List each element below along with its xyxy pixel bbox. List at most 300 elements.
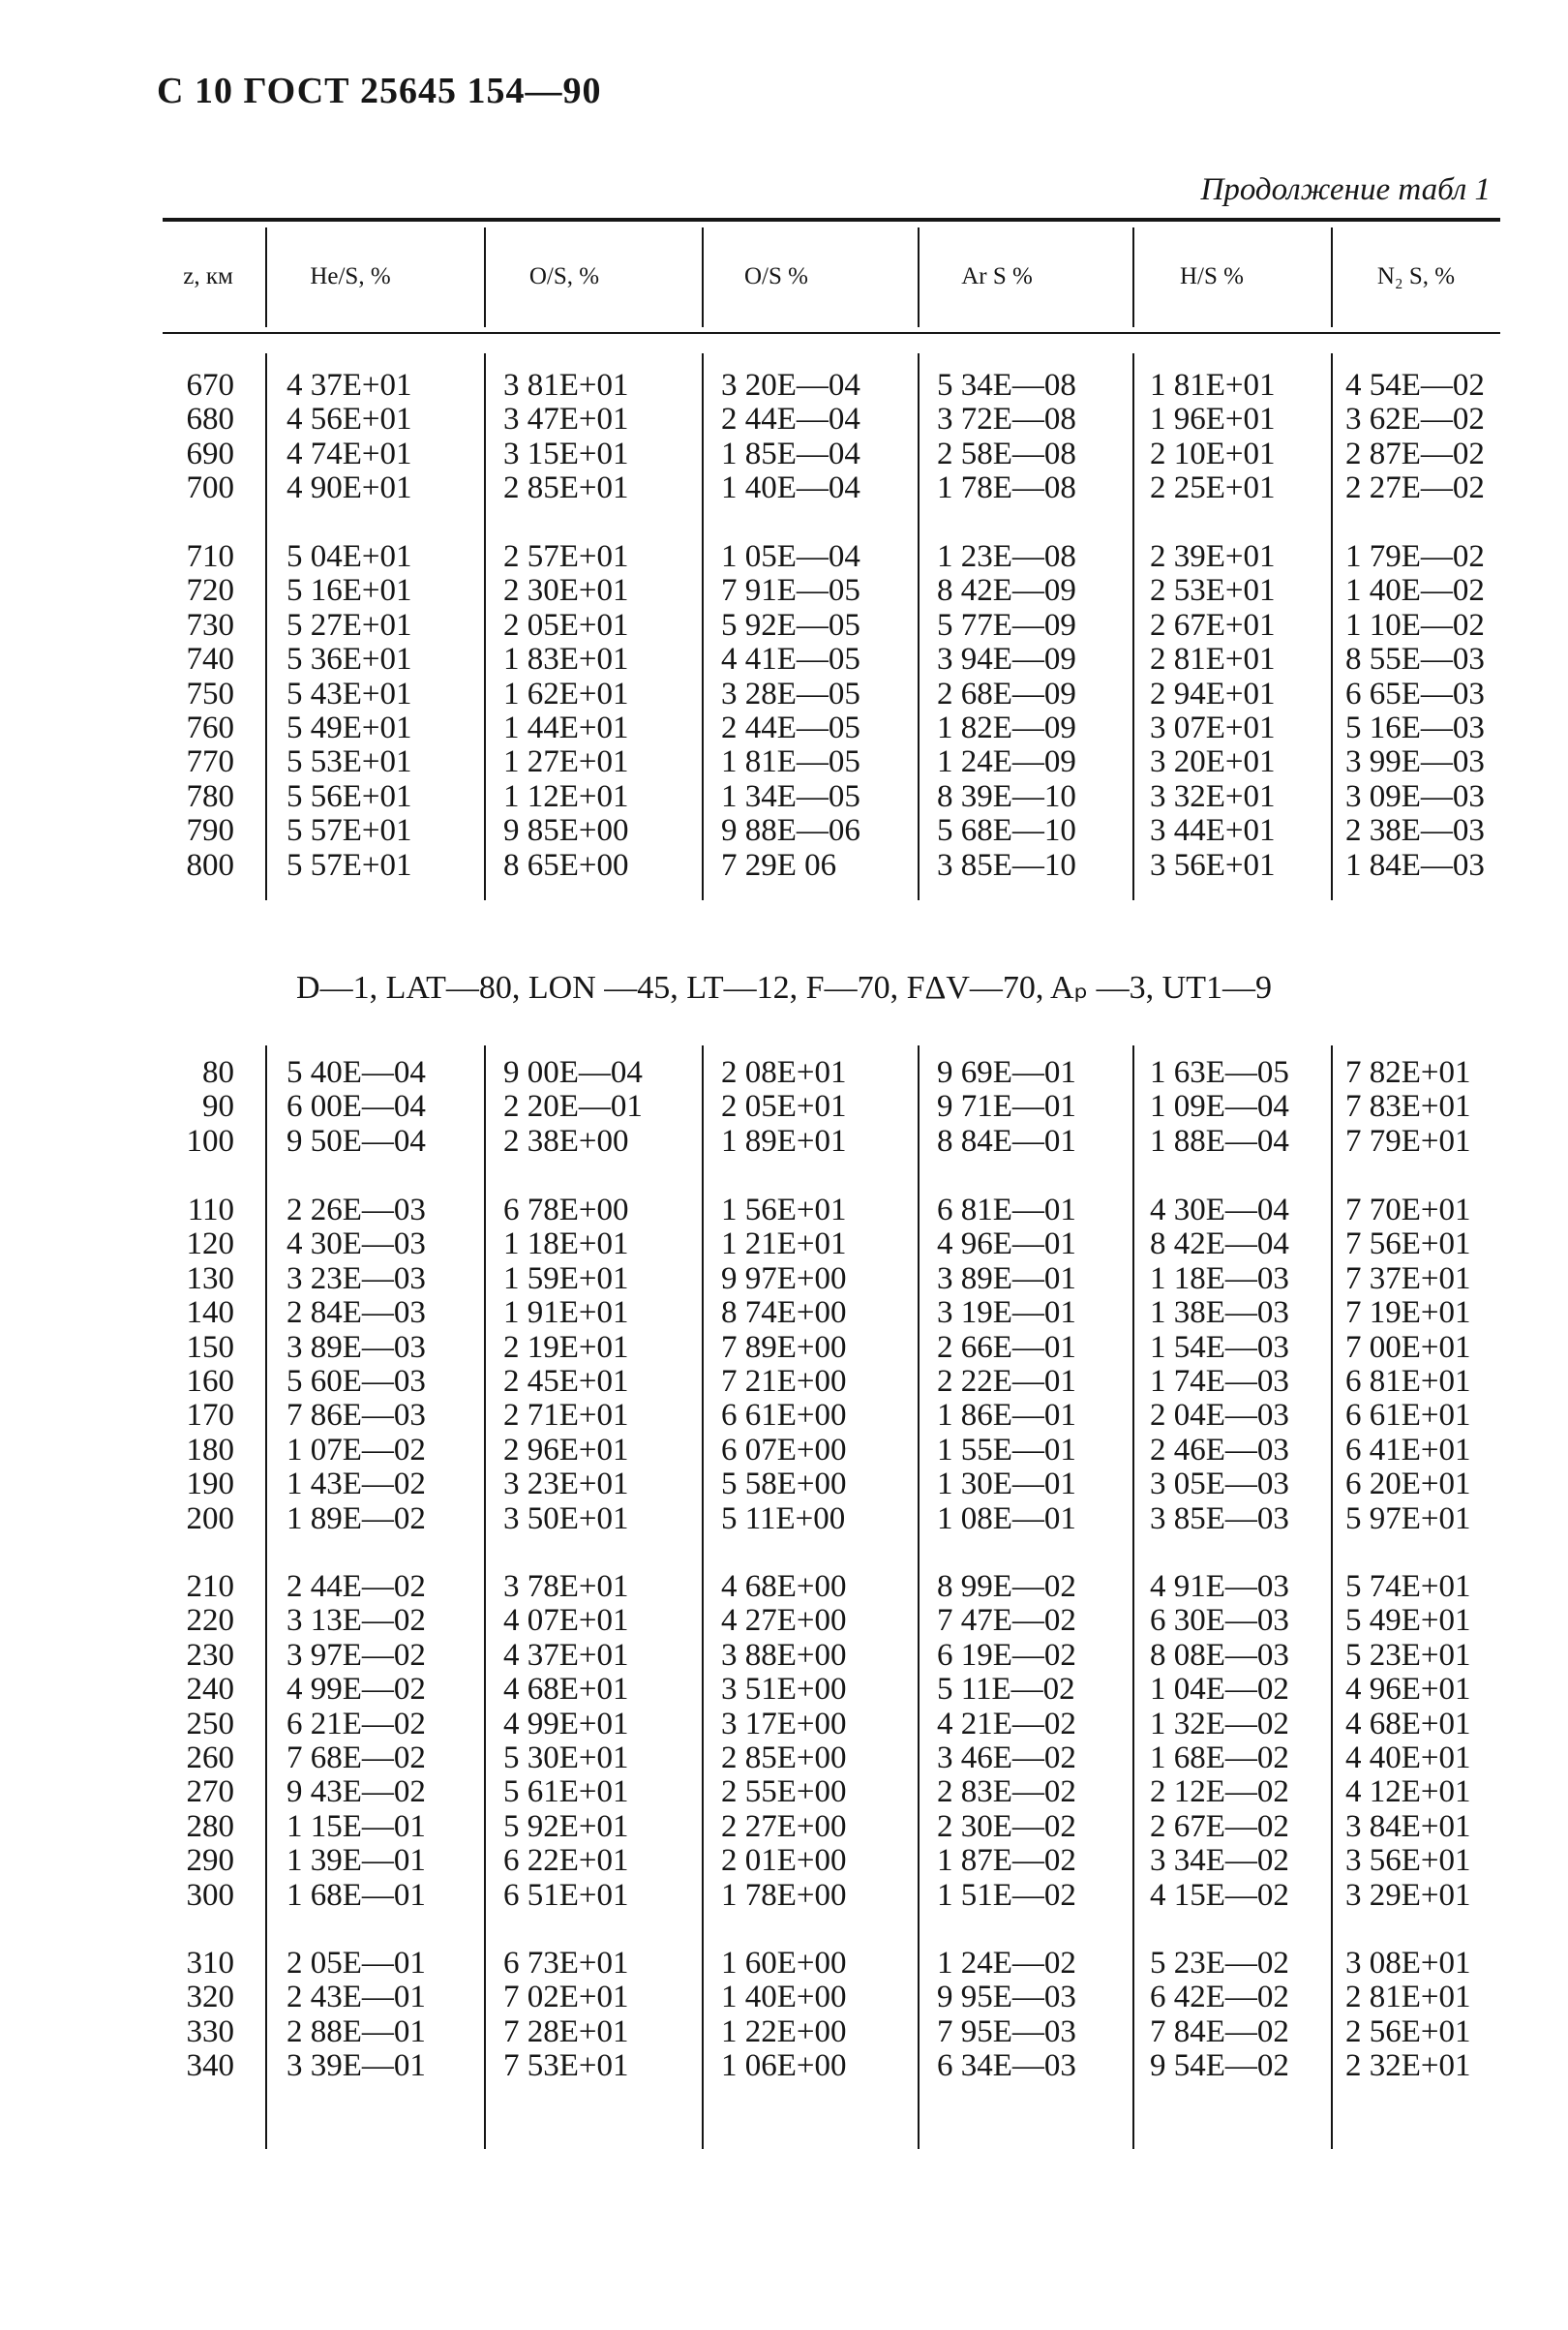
n2-s-header: N₂ S, %	[1376, 263, 1456, 289]
he-s-cell: 4 56E+01	[286, 402, 412, 438]
o2-s-cell: 3 88E+00	[721, 1637, 847, 1673]
ar-s-cell: 5 68E—10	[937, 813, 1076, 849]
he-s-cell: 1 07E—02	[286, 1432, 426, 1468]
n2-s-cell: 6 20E+01	[1345, 1467, 1471, 1502]
he-s-cell: 5 36E+01	[286, 642, 412, 678]
ar-s-cell: 2 68E—09	[937, 676, 1076, 711]
altitude-cell: 200	[186, 1500, 234, 1536]
ar-s-cell: 5 34E—08	[937, 368, 1076, 403]
o2-s-cell: 1 22E+00	[721, 2013, 847, 2049]
column-divider	[1331, 353, 1333, 900]
h-s-header: H/S %	[1180, 263, 1244, 289]
ar-s-cell: 2 22E—01	[937, 1364, 1076, 1399]
header-column-divider	[265, 227, 267, 327]
ar-s-cell: 6 34E—03	[937, 2048, 1076, 2084]
altitude-cell: 170	[186, 1398, 234, 1434]
n2-s-cell: 4 40E+01	[1345, 1740, 1471, 1775]
column-divider	[1331, 1045, 1333, 2149]
ar-s-cell: 9 71E—01	[937, 1089, 1076, 1125]
altitude-cell: 700	[186, 470, 234, 506]
n2-s-cell: 1 10E—02	[1345, 607, 1485, 643]
o2-s-cell: 5 58E+00	[721, 1467, 847, 1502]
ar-s-cell: 1 24E—09	[937, 744, 1076, 780]
n2-s-cell: 7 56E+01	[1345, 1226, 1471, 1262]
he-s-cell: 5 43E+01	[286, 676, 412, 711]
o-s-cell: 8 65E+00	[503, 847, 629, 883]
n2-s-cell: 7 70E+01	[1345, 1193, 1471, 1227]
page-header: С 10 ГОСТ 25645 154—90	[157, 71, 602, 111]
o2-s-cell: 4 27E+00	[721, 1603, 847, 1639]
h-s-cell: 4 30E—04	[1150, 1193, 1289, 1227]
he-s-cell: 1 89E—02	[286, 1500, 426, 1536]
o-s-cell: 5 61E+01	[503, 1774, 629, 1810]
he-s-cell: 5 04E+01	[286, 539, 412, 574]
altitude-cell: 320	[186, 1980, 234, 2015]
n2-s-cell: 1 79E—02	[1345, 539, 1485, 574]
h-s-cell: 1 96E+01	[1150, 402, 1276, 438]
n2-s-cell: 6 81E+01	[1345, 1364, 1471, 1399]
n2-s-cell: 7 79E+01	[1345, 1123, 1471, 1159]
h-s-cell: 1 09E—04	[1150, 1089, 1289, 1125]
ar-s-cell: 4 96E—01	[937, 1226, 1076, 1262]
o-s-cell: 2 38E+00	[503, 1123, 629, 1159]
ar-s-cell: 1 24E—02	[937, 1946, 1076, 1981]
column-divider	[1132, 1045, 1134, 2149]
o2-s-cell: 4 41E—05	[721, 642, 860, 678]
ar-s-cell: 8 99E—02	[937, 1569, 1076, 1604]
o-s-cell: 4 07E+01	[503, 1603, 629, 1639]
altitude-cell: 740	[186, 642, 234, 678]
ar-s-header: Ar S %	[961, 263, 1033, 289]
o-s-cell: 2 57E+01	[503, 539, 629, 574]
ar-s-cell: 5 11E—02	[937, 1672, 1075, 1708]
o-s-cell: 6 22E+01	[503, 1843, 629, 1879]
o-s-cell: 3 78E+01	[503, 1569, 629, 1604]
ar-s-cell: 3 46E—02	[937, 1740, 1076, 1775]
ar-s-cell: 8 84E—01	[937, 1123, 1076, 1159]
ar-s-cell: 7 47E—02	[937, 1603, 1076, 1639]
he-s-cell: 5 16E+01	[286, 573, 412, 609]
column-divider	[918, 353, 920, 900]
o2-s-cell: 1 21E+01	[721, 1226, 847, 1262]
he-s-cell: 5 40E—04	[286, 1055, 426, 1090]
he-s-cell: 3 39E—01	[286, 2048, 426, 2084]
he-s-cell: 4 90E+01	[286, 470, 412, 506]
altitude-cell: 280	[186, 1808, 234, 1844]
o-s-cell: 1 12E+01	[503, 778, 629, 814]
ar-s-cell: 1 78E—08	[937, 470, 1076, 506]
altitude-cell: 680	[186, 402, 234, 438]
o-s-cell: 1 62E+01	[503, 676, 629, 711]
h-s-cell: 1 38E—03	[1150, 1295, 1289, 1331]
he-s-cell: 2 88E—01	[286, 2013, 426, 2049]
n2-s-cell: 3 62E—02	[1345, 402, 1485, 438]
he-s-cell: 7 86E—03	[286, 1398, 426, 1434]
h-s-cell: 3 56E+01	[1150, 847, 1276, 883]
o2-s-cell: 3 17E+00	[721, 1706, 847, 1741]
n2-s-cell: 7 83E+01	[1345, 1089, 1471, 1125]
n2-s-cell: 2 38E—03	[1345, 813, 1485, 849]
h-s-cell: 2 94E+01	[1150, 676, 1276, 711]
n2-s-cell: 5 23E+01	[1345, 1637, 1471, 1673]
o2-s-cell: 1 60E+00	[721, 1946, 847, 1981]
he-s-cell: 3 89E—03	[286, 1329, 426, 1365]
he-s-cell: 6 21E—02	[286, 1706, 426, 1741]
column-divider	[702, 353, 704, 900]
ar-s-cell: 3 19E—01	[937, 1295, 1076, 1331]
altitude-cell: 270	[186, 1774, 234, 1810]
n2-s-cell: 7 19E+01	[1345, 1295, 1471, 1331]
o-s-cell: 3 81E+01	[503, 368, 629, 403]
ar-s-cell: 8 39E—10	[937, 778, 1076, 814]
he-s-cell: 5 56E+01	[286, 778, 412, 814]
h-s-cell: 1 68E—02	[1150, 1740, 1289, 1775]
n2-s-cell: 6 41E+01	[1345, 1432, 1471, 1468]
n2-s-cell: 2 87E—02	[1345, 436, 1485, 471]
h-s-cell: 3 34E—02	[1150, 1843, 1289, 1879]
he-s-cell: 5 57E+01	[286, 813, 412, 849]
header-column-divider	[1132, 227, 1134, 327]
n2-s-cell: 7 37E+01	[1345, 1260, 1471, 1296]
ar-s-cell: 1 87E—02	[937, 1843, 1076, 1879]
n2-s-cell: 2 56E+01	[1345, 2013, 1471, 2049]
he-s-cell: 5 60E—03	[286, 1364, 426, 1399]
o2-s-cell: 1 81E—05	[721, 744, 860, 780]
h-s-cell: 2 67E—02	[1150, 1808, 1289, 1844]
he-s-cell: 9 43E—02	[286, 1774, 426, 1810]
altitude-cell: 260	[186, 1740, 234, 1775]
o-s-cell: 5 92E+01	[503, 1808, 629, 1844]
h-s-cell: 1 04E—02	[1150, 1672, 1289, 1708]
altitude-cell: 100	[186, 1123, 234, 1159]
he-s-cell: 1 43E—02	[286, 1467, 426, 1502]
ar-s-cell: 1 23E—08	[937, 539, 1076, 574]
o2-s-cell: 2 08E+01	[721, 1055, 847, 1090]
o2-s-cell: 1 56E+01	[721, 1193, 847, 1227]
o-s-cell: 1 83E+01	[503, 642, 629, 678]
ar-s-cell: 6 81E—01	[937, 1193, 1076, 1227]
header-column-divider	[702, 227, 704, 327]
n2-s-cell: 5 49E+01	[1345, 1603, 1471, 1639]
o-s-cell: 9 00E—04	[503, 1055, 643, 1090]
ar-s-cell: 9 95E—03	[937, 1980, 1076, 2015]
o2-s-cell: 9 97E+00	[721, 1260, 847, 1296]
o-s-cell: 2 05E+01	[503, 607, 629, 643]
ar-s-cell: 3 94E—09	[937, 642, 1076, 678]
h-s-cell: 2 25E+01	[1150, 470, 1276, 506]
he-s-cell: 4 37E+01	[286, 368, 412, 403]
h-s-cell: 6 42E—02	[1150, 1980, 1289, 2015]
altitude-cell: 230	[186, 1637, 234, 1673]
h-s-cell: 3 05E—03	[1150, 1467, 1289, 1502]
o2-s-cell: 4 68E+00	[721, 1569, 847, 1604]
o2-s-cell: 1 05E—04	[721, 539, 860, 574]
n2-s-cell: 4 54E—02	[1345, 368, 1485, 403]
o-s-cell: 5 30E+01	[503, 1740, 629, 1775]
ar-s-cell: 2 83E—02	[937, 1774, 1076, 1810]
ar-s-cell: 1 86E—01	[937, 1398, 1076, 1434]
o2-s-cell: 1 89E+01	[721, 1123, 847, 1159]
n2-s-cell: 3 56E+01	[1345, 1843, 1471, 1879]
header-column-divider	[918, 227, 920, 327]
o2-s-cell: 1 40E+00	[721, 1980, 847, 2015]
altitude-cell: 80	[202, 1055, 234, 1090]
o-s-cell: 2 45E+01	[503, 1364, 629, 1399]
n2-s-cell: 5 97E+01	[1345, 1500, 1471, 1536]
o2-s-cell: 1 78E+00	[721, 1877, 847, 1913]
h-s-cell: 1 88E—04	[1150, 1123, 1289, 1159]
table-top-rule	[163, 218, 1500, 222]
altitude-cell: 710	[186, 539, 234, 574]
o2-s-cell: 3 51E+00	[721, 1672, 847, 1708]
h-s-cell: 6 30E—03	[1150, 1603, 1289, 1639]
h-s-cell: 1 54E—03	[1150, 1329, 1289, 1365]
h-s-cell: 3 20E+01	[1150, 744, 1276, 780]
altitude-cell: 310	[186, 1946, 234, 1981]
altitude-cell: 90	[202, 1089, 234, 1125]
ar-s-cell: 2 58E—08	[937, 436, 1076, 471]
ar-s-cell: 6 19E—02	[937, 1637, 1076, 1673]
o-s-cell: 4 37E+01	[503, 1637, 629, 1673]
he-s-cell: 2 43E—01	[286, 1980, 426, 2015]
h-s-cell: 1 74E—03	[1150, 1364, 1289, 1399]
ar-s-cell: 7 95E—03	[937, 2013, 1076, 2049]
n2-s-cell: 1 84E—03	[1345, 847, 1485, 883]
altitude-cell: 340	[186, 2048, 234, 2084]
he-s-cell: 1 15E—01	[286, 1808, 426, 1844]
o-s-cell: 1 91E+01	[503, 1295, 629, 1331]
h-s-cell: 2 12E—02	[1150, 1774, 1289, 1810]
ar-s-cell: 4 21E—02	[937, 1706, 1076, 1741]
h-s-cell: 2 46E—03	[1150, 1432, 1289, 1468]
n2-s-cell: 3 84E+01	[1345, 1808, 1471, 1844]
altitude-cell: 330	[186, 2013, 234, 2049]
o-s-cell: 1 27E+01	[503, 744, 629, 780]
ar-s-cell: 2 30E—02	[937, 1808, 1076, 1844]
he-s-cell: 1 39E—01	[286, 1843, 426, 1879]
o2-s-cell: 2 44E—04	[721, 402, 860, 438]
altitude-cell: 210	[186, 1569, 234, 1604]
he-s-cell: 5 27E+01	[286, 607, 412, 643]
n2-s-cell: 3 99E—03	[1345, 744, 1485, 780]
z-km-header: z, км	[183, 263, 233, 289]
he-s-cell: 5 53E+01	[286, 744, 412, 780]
n2-s-cell: 3 08E+01	[1345, 1946, 1471, 1981]
h-s-cell: 3 44E+01	[1150, 813, 1276, 849]
o-s-cell: 1 44E+01	[503, 711, 629, 745]
o-s-cell: 1 59E+01	[503, 1260, 629, 1296]
he-s-cell: 9 50E—04	[286, 1123, 426, 1159]
altitude-cell: 240	[186, 1672, 234, 1708]
altitude-cell: 800	[186, 847, 234, 883]
o2-s-cell: 9 88E—06	[721, 813, 860, 849]
h-s-cell: 1 63E—05	[1150, 1055, 1289, 1090]
h-s-cell: 3 07E+01	[1150, 711, 1276, 745]
o-s-cell: 3 50E+01	[503, 1500, 629, 1536]
column-divider	[484, 353, 486, 900]
o-s-cell: 6 78E+00	[503, 1193, 629, 1227]
ar-s-cell: 1 08E—01	[937, 1500, 1076, 1536]
altitude-cell: 770	[186, 744, 234, 780]
altitude-cell: 120	[186, 1226, 234, 1262]
o-s-cell: 7 53E+01	[503, 2048, 629, 2084]
n2-s-cell: 1 40E—02	[1345, 573, 1485, 609]
o2-s-header: O/S %	[744, 263, 808, 289]
ar-s-cell: 5 77E—09	[937, 607, 1076, 643]
ar-s-cell: 3 72E—08	[937, 402, 1076, 438]
h-s-cell: 5 23E—02	[1150, 1946, 1289, 1981]
he-s-cell: 5 49E+01	[286, 711, 412, 745]
he-s-cell: 2 05E—01	[286, 1946, 426, 1981]
altitude-cell: 760	[186, 711, 234, 745]
o2-s-cell: 5 92E—05	[721, 607, 860, 643]
column-divider	[265, 353, 267, 900]
altitude-cell: 750	[186, 676, 234, 711]
o-s-cell: 6 51E+01	[503, 1877, 629, 1913]
n2-s-cell: 2 27E—02	[1345, 470, 1485, 506]
n2-s-cell: 5 74E+01	[1345, 1569, 1471, 1604]
o-s-cell: 9 85E+00	[503, 813, 629, 849]
altitude-cell: 690	[186, 436, 234, 471]
section-2-parameters: D—1, LAT—80, LON —45, LT—12, F—70, FΔV—70, Aₚ —3, UT1—9	[296, 970, 1272, 1006]
o2-s-cell: 1 06E+00	[721, 2048, 847, 2084]
altitude-cell: 290	[186, 1843, 234, 1879]
n2-s-cell: 7 00E+01	[1345, 1329, 1471, 1365]
column-divider	[918, 1045, 920, 2149]
o2-s-cell: 1 34E—05	[721, 778, 860, 814]
o2-s-cell: 3 20E—04	[721, 368, 860, 403]
he-s-cell: 6 00E—04	[286, 1089, 426, 1125]
h-s-cell: 2 53E+01	[1150, 573, 1276, 609]
o2-s-cell: 1 85E—04	[721, 436, 860, 471]
n2-s-cell: 6 61E+01	[1345, 1398, 1471, 1434]
o2-s-cell: 5 11E+00	[721, 1500, 846, 1536]
n2-s-cell: 4 96E+01	[1345, 1672, 1471, 1708]
altitude-cell: 160	[186, 1364, 234, 1399]
o-s-cell: 4 99E+01	[503, 1706, 629, 1741]
o-s-cell: 2 19E+01	[503, 1329, 629, 1365]
altitude-cell: 250	[186, 1706, 234, 1741]
h-s-cell: 7 84E—02	[1150, 2013, 1289, 2049]
o2-s-cell: 1 40E—04	[721, 470, 860, 506]
n2-s-cell: 4 68E+01	[1345, 1706, 1471, 1741]
he-s-header: He/S, %	[310, 263, 391, 289]
h-s-cell: 9 54E—02	[1150, 2048, 1289, 2084]
n2-s-cell: 7 82E+01	[1345, 1055, 1471, 1090]
he-s-cell: 4 99E—02	[286, 1672, 426, 1708]
h-s-cell: 8 08E—03	[1150, 1637, 1289, 1673]
altitude-cell: 720	[186, 573, 234, 609]
o2-s-cell: 7 29E 06	[721, 847, 837, 883]
h-s-cell: 2 04E—03	[1150, 1398, 1289, 1434]
o2-s-cell: 2 27E+00	[721, 1808, 847, 1844]
he-s-cell: 4 74E+01	[286, 436, 412, 471]
ar-s-cell: 2 66E—01	[937, 1329, 1076, 1365]
n2-s-cell: 6 65E—03	[1345, 676, 1485, 711]
ar-s-cell: 9 69E—01	[937, 1055, 1076, 1090]
o2-s-cell: 7 21E+00	[721, 1364, 847, 1399]
o-s-cell: 6 73E+01	[503, 1946, 629, 1981]
o2-s-cell: 2 44E—05	[721, 711, 860, 745]
ar-s-cell: 3 89E—01	[937, 1260, 1076, 1296]
altitude-cell: 730	[186, 607, 234, 643]
he-s-cell: 4 30E—03	[286, 1226, 426, 1262]
h-s-cell: 2 10E+01	[1150, 436, 1276, 471]
he-s-cell: 2 44E—02	[286, 1569, 426, 1604]
ar-s-cell: 3 85E—10	[937, 847, 1076, 883]
altitude-cell: 780	[186, 778, 234, 814]
n2-s-cell: 4 12E+01	[1345, 1774, 1471, 1810]
column-divider	[1132, 353, 1134, 900]
o-s-cell: 2 71E+01	[503, 1398, 629, 1434]
header-bottom-rule	[163, 332, 1500, 334]
he-s-cell: 3 23E—03	[286, 1260, 426, 1296]
o2-s-cell: 7 91E—05	[721, 573, 860, 609]
ar-s-cell: 1 55E—01	[937, 1432, 1076, 1468]
o2-s-cell: 2 85E+00	[721, 1740, 847, 1775]
altitude-cell: 300	[186, 1877, 234, 1913]
o-s-cell: 3 23E+01	[503, 1467, 629, 1502]
o2-s-cell: 2 01E+00	[721, 1843, 847, 1879]
n2-s-cell: 8 55E—03	[1345, 642, 1485, 678]
o-s-cell: 7 02E+01	[503, 1980, 629, 2015]
o2-s-cell: 2 55E+00	[721, 1774, 847, 1810]
o2-s-cell: 8 74E+00	[721, 1295, 847, 1331]
altitude-cell: 180	[186, 1432, 234, 1468]
o-s-cell: 1 18E+01	[503, 1226, 629, 1262]
h-s-cell: 1 18E—03	[1150, 1260, 1289, 1296]
altitude-cell: 130	[186, 1260, 234, 1296]
h-s-cell: 3 85E—03	[1150, 1500, 1289, 1536]
he-s-cell: 3 97E—02	[286, 1637, 426, 1673]
ar-s-cell: 8 42E—09	[937, 573, 1076, 609]
header-column-divider	[484, 227, 486, 327]
he-s-cell: 1 68E—01	[286, 1877, 426, 1913]
h-s-cell: 1 81E+01	[1150, 368, 1276, 403]
ar-s-cell: 1 30E—01	[937, 1467, 1076, 1502]
header-column-divider	[1331, 227, 1333, 327]
he-s-cell: 2 84E—03	[286, 1295, 426, 1331]
o-s-header: O/S, %	[528, 263, 600, 289]
ar-s-cell: 1 82E—09	[937, 711, 1076, 745]
h-s-cell: 4 91E—03	[1150, 1569, 1289, 1604]
altitude-cell: 190	[186, 1467, 234, 1502]
n2-s-cell: 5 16E—03	[1345, 711, 1485, 745]
h-s-cell: 3 32E+01	[1150, 778, 1276, 814]
ar-s-cell: 1 51E—02	[937, 1877, 1076, 1913]
he-s-cell: 3 13E—02	[286, 1603, 426, 1639]
he-s-cell: 2 26E—03	[286, 1193, 426, 1227]
o-s-cell: 2 96E+01	[503, 1432, 629, 1468]
o2-s-cell: 2 05E+01	[721, 1089, 847, 1125]
column-divider	[265, 1045, 267, 2149]
n2-s-cell: 3 09E—03	[1345, 778, 1485, 814]
h-s-cell: 2 67E+01	[1150, 607, 1276, 643]
altitude-cell: 150	[186, 1329, 234, 1365]
o2-s-cell: 6 07E+00	[721, 1432, 847, 1468]
o2-s-cell: 3 28E—05	[721, 676, 860, 711]
altitude-cell: 790	[186, 813, 234, 849]
column-divider	[484, 1045, 486, 2149]
table-continuation-label: Продолжение табл 1	[1200, 172, 1491, 207]
h-s-cell: 2 39E+01	[1150, 539, 1276, 574]
o2-s-cell: 6 61E+00	[721, 1398, 847, 1434]
h-s-cell: 8 42E—04	[1150, 1226, 1289, 1262]
o-s-cell: 2 85E+01	[503, 470, 629, 506]
h-s-cell: 1 32E—02	[1150, 1706, 1289, 1741]
he-s-cell: 5 57E+01	[286, 847, 412, 883]
n2-s-cell: 2 81E+01	[1345, 1980, 1471, 2015]
